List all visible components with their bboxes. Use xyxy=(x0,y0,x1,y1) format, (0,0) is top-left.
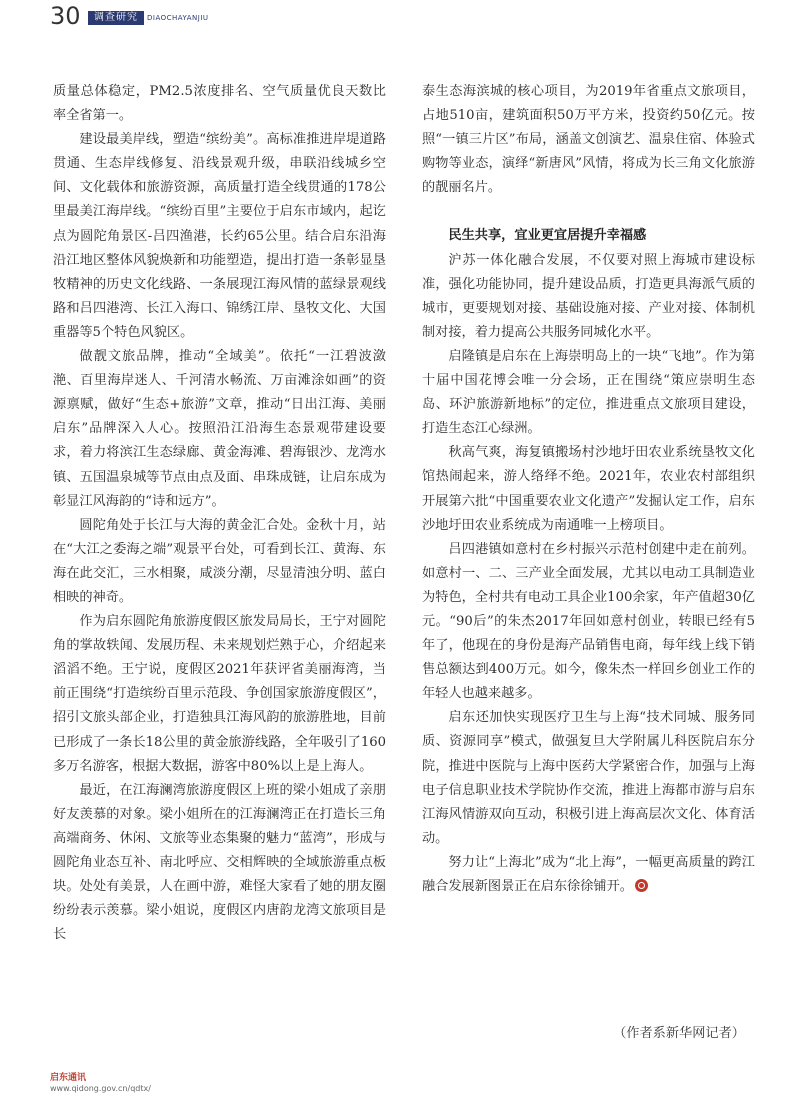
right-column xyxy=(422,80,755,899)
paragraph: 努力让“上海北”成为“北上海”，一幅更高质量的跨江融合发展新图景正在启东徐徐铺开。 xyxy=(422,854,755,894)
footer-url: www.qidong.gov.cn/qdtx/ xyxy=(50,1084,151,1093)
paragraph: 建设最美岸线，塑造“缤纷美”。高标准推进岸堤道路贯通、生态岸线修复、沿线景观升级，串联沿线城乡空间、文化载体和旅游资源，高质量打造全线贯通的178公里最美江海岸线。“缤纷百里”主要位于启东市域内，起讫点为圆陀角景区-吕四渔港，长约65公里。结合启东沿海沿江地区整体风貌焕新和功能塑造，提出打造一条彰显垦牧精神的历史文化线路、一条展现江海风情的蓝绿景观线路和吕四港湾、长江入海口、锦绣江岸、垦牧文化、大国重器等5个特色风貌区。 xyxy=(53,132,386,340)
paragraph: 最近，在江海澜湾旅游度假区上班的梁小姐成了亲朋好友羡慕的对象。梁小姐所在的江海澜湾正在打造长三角高端商务、休闲、文旅等业态集聚的魅力“蓝湾”，形成与圆陀角业态互补、南北呼应、交相辉映的全域旅游重点板块。处处有美景，人在画中游，难怪大家看了她的朋友圈纷纷表示羡慕。梁小姐说，度假区内唐韵龙湾文旅项目是长 xyxy=(53,782,386,943)
paragraph: 泰生态海滨城的核心项目，为2019年省重点文旅项目，占地510亩，建筑面积50万平方米，投资约50亿元。按照“一镇三片区”布局，涵盖文创演艺、温泉住宿、体验式购物等业态，演绎“新唐风”风情，将成为长三角文化旅游的靓丽名片。 xyxy=(422,84,755,196)
paragraph: 圆陀角处于长江与大海的黄金汇合处。金秋十月，站在“大江之委海之端”观景平台处，可看到长江、黄海、东海在此交汇，三水相聚，咸淡分潮，尽显清浊分明、蓝白相映的神奇。 xyxy=(53,517,386,605)
paragraph: 秋高气爽，海复镇搬场村沙地圩田农业系统垦牧文化馆热闹起来，游人络绎不绝。2021年，农业农村部组织开展第六批“中国重要农业文化遗产”发掘认定工作，启东沙地圩田农业系统成为南通唯一上榜项目。 xyxy=(422,445,755,533)
page-header xyxy=(50,2,750,30)
page-footer xyxy=(50,1070,151,1093)
section-heading: 民生共享，宜业更宜居提升幸福感 xyxy=(448,228,647,244)
section-tag-en: DIAOCHAYANJIU xyxy=(147,14,209,22)
paragraph: 启隆镇是启东在上海崇明岛上的一块“飞地”。作为第十届中国花博会唯一分会场，正在围绕“策应崇明生态岛、环沪旅游新地标”的定位，推进重点文旅项目建设，打造生态江心绿洲。 xyxy=(422,348,755,437)
paragraph: 启东还加快实现医疗卫生与上海“技术同城、服务同质、资源同享”模式，做强复旦大学附属儿科医院启东分院，推进中医院与上海中医药大学紧密合作，加强与上海电子信息职业技术学院协作交流，推进上海都市游与启东江海风情游双向互动，积极引进上海高层次文化、体育活动。 xyxy=(422,710,755,846)
page-number: 30 xyxy=(50,2,81,30)
end-mark-icon xyxy=(635,879,648,892)
section-tag: 调查研究 xyxy=(88,11,144,25)
left-column xyxy=(53,80,386,947)
paragraph: 吕四港镇如意村在乡村振兴示范村创建中走在前列。如意村一、二、三产业全面发展，尤其以电动工具制造业为特色，全村共有电动工具企业100余家，年产值超30亿元。“90后”的朱杰2017年回如意村创业，转眼已经有5年了，他现在的身份是海产品销售电商，每年线上线下销售总额达到400万元。如今，像朱杰一样回乡创业工作的年轻人也越来越多。 xyxy=(422,541,755,702)
paragraph: 沪苏一体化融合发展，不仅要对照上海城市建设标准，强化功能协同，提升建设品质，打造更具海派气质的城市，更要规划对接、基础设施对接、产业对接、体制机制对接，着力提高公共服务同城化水平。 xyxy=(422,252,755,340)
author-byline: （作者系新华网记者） xyxy=(613,1026,745,1041)
paragraph: 质量总体稳定，PM2.5浓度排名、空气质量优良天数比率全省第一。 xyxy=(53,84,386,124)
footer-brand: 启东通讯 xyxy=(50,1073,87,1083)
paragraph: 作为启东圆陀角旅游度假区旅发局局长，王宁对圆陀角的掌故轶闻、发展历程、未来规划烂熟于心，介绍起来滔滔不绝。王宁说，度假区2021年获评省美丽海湾，当前正围绕“打造缤纷百里示范段、争创国家旅游度假区”，招引文旅头部企业，打造独具江海风韵的旅游胜地，目前已形成了一条长18公里的黄金旅游线路，全年吸引了160多万名游客，根据大数据，游客中80%以上是上海人。 xyxy=(53,614,386,774)
paragraph: 做靓文旅品牌，推动“全域美”。依托“一江碧波潋滟、百里海岸迷人、千河清水畅流、万亩滩涂如画”的资源禀赋，做好“生态+旅游”文章，推动“日出江海、美丽启东”品牌深入人心。按照沿江沿海生态景观带建设要求，着力将滨江生态绿廊、黄金海滩、碧海银沙、龙湾水镇、五国温泉城等节点由点及面、串珠成链，让启东成为彰显江风海韵的“诗和远方”。 xyxy=(53,349,386,509)
